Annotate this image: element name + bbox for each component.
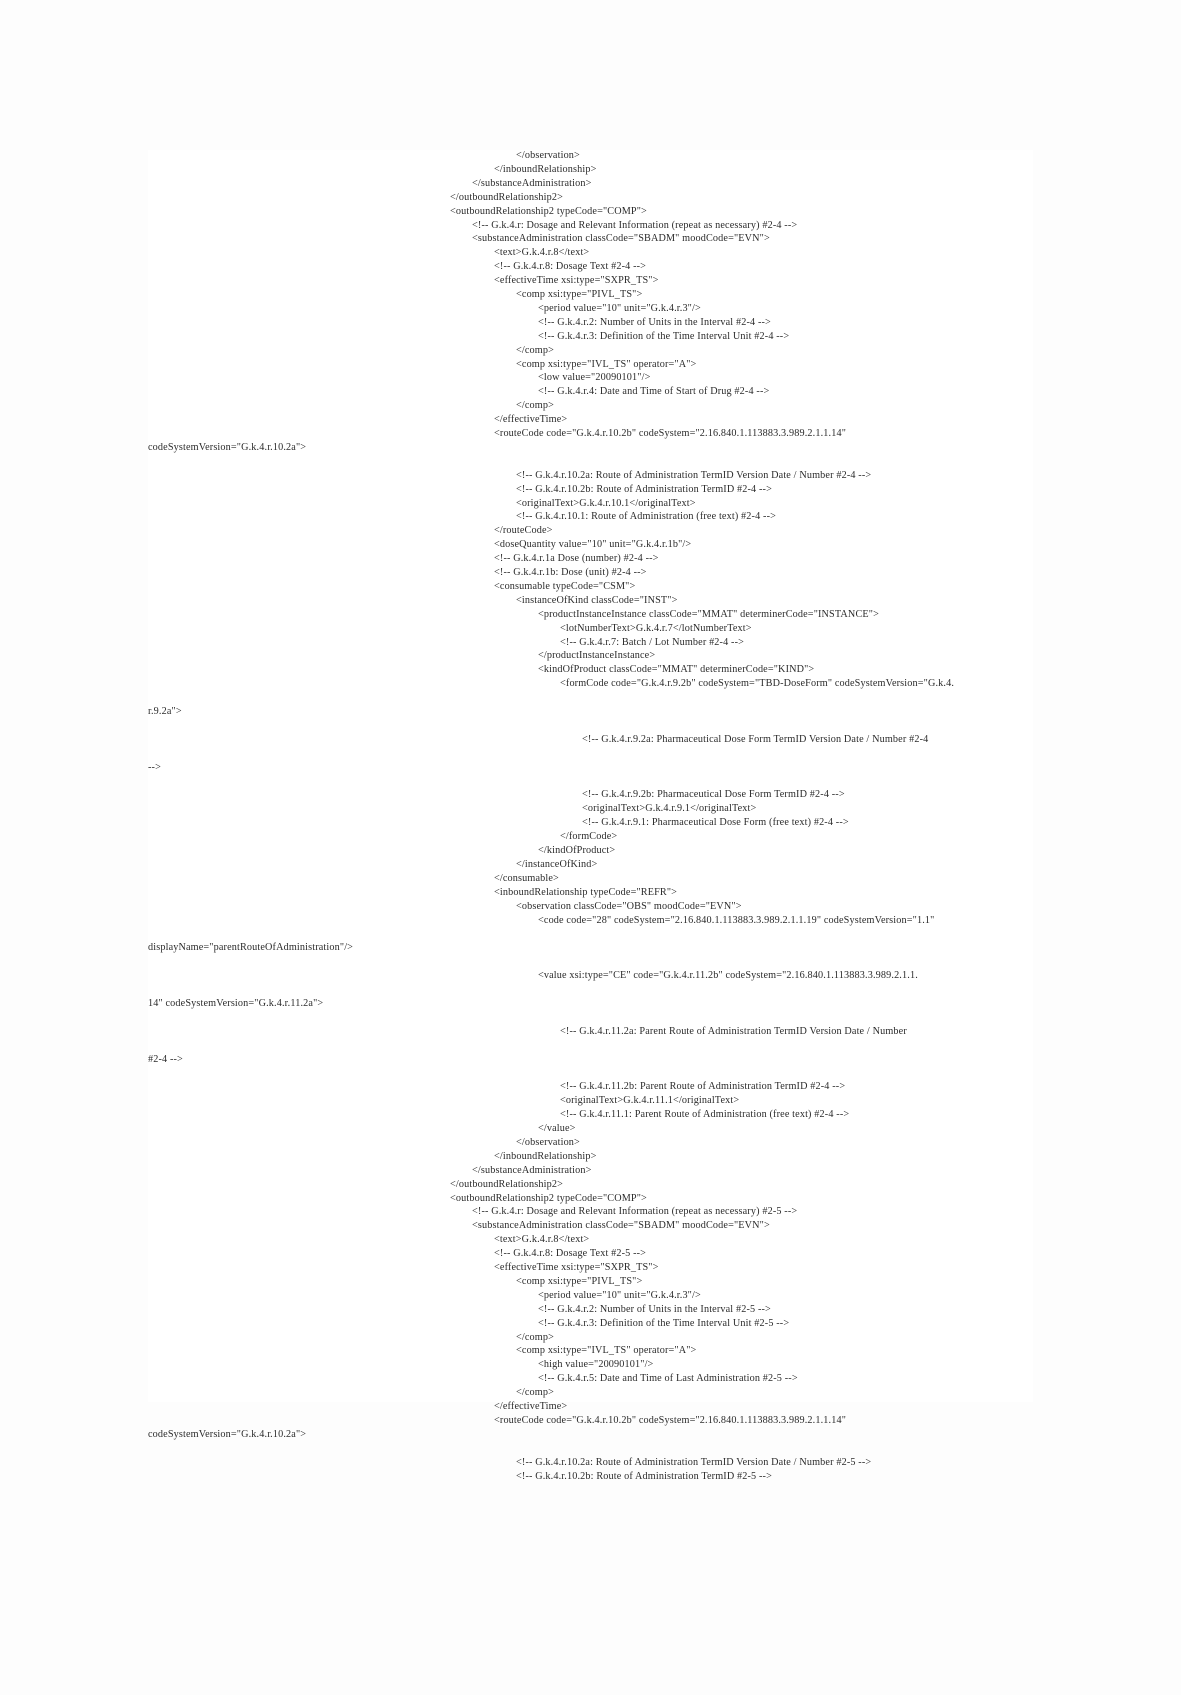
code-line: </consumable> bbox=[494, 873, 559, 884]
code-line: <inboundRelationship typeCode="REFR"> bbox=[494, 887, 678, 898]
code-line: <comp xsi:type="PIVL_TS"> bbox=[516, 289, 643, 300]
code-line: </kindOfProduct> bbox=[538, 845, 616, 856]
code-line: <!-- G.k.4.r.3: Definition of the Time Interval Unit #2-5 --> bbox=[538, 1318, 790, 1329]
code-line: codeSystemVersion="G.k.4.r.10.2a"> bbox=[148, 1429, 307, 1440]
code-line: <!-- G.k.4.r.9.2a: Pharmaceutical Dose Form TermID Version Date / Number #2-4 bbox=[582, 734, 929, 745]
code-line: <!-- G.k.4.r.1b: Dose (unit) #2-4 --> bbox=[494, 567, 647, 578]
code-line: <!-- G.k.4.r: Dosage and Relevant Information (repeat as necessary) #2-5 --> bbox=[472, 1206, 798, 1217]
code-line: <outboundRelationship2 typeCode="COMP"> bbox=[450, 1193, 647, 1204]
code-line: <!-- G.k.4.r.3: Definition of the Time Interval Unit #2-4 --> bbox=[538, 331, 790, 342]
code-line: </substanceAdministration> bbox=[472, 178, 592, 189]
code-line: <routeCode code="G.k.4.r.10.2b" codeSystem="2.16.840.1.113883.3.989.2.1.1.14" bbox=[494, 428, 847, 439]
code-line: <comp xsi:type="IVL_TS" operator="A"> bbox=[516, 359, 697, 370]
code-line: <!-- G.k.4.r.9.2b: Pharmaceutical Dose Form TermID #2-4 --> bbox=[582, 789, 845, 800]
code-line: <routeCode code="G.k.4.r.10.2b" codeSystem="2.16.840.1.113883.3.989.2.1.1.14" bbox=[494, 1415, 847, 1426]
code-line: 14" codeSystemVersion="G.k.4.r.11.2a"> bbox=[148, 998, 324, 1009]
code-line: <period value="10" unit="G.k.4.r.3"/> bbox=[538, 303, 701, 314]
code-line: </outboundRelationship2> bbox=[450, 1179, 564, 1190]
code-line: </productInstanceInstance> bbox=[538, 650, 656, 661]
code-line: </effectiveTime> bbox=[494, 414, 568, 425]
code-line: <!-- G.k.4.r.11.2a: Parent Route of Administration TermID Version Date / Number bbox=[560, 1026, 907, 1037]
code-line: </routeCode> bbox=[494, 525, 553, 536]
code-line: <!-- G.k.4.r.8: Dosage Text #2-5 --> bbox=[494, 1248, 647, 1259]
code-line: <substanceAdministration classCode="SBADM" moodCode="EVN"> bbox=[472, 233, 770, 244]
code-line: <!-- G.k.4.r.10.2b: Route of Administration TermID #2-5 --> bbox=[516, 1471, 772, 1482]
code-line: </effectiveTime> bbox=[494, 1401, 568, 1412]
code-line: codeSystemVersion="G.k.4.r.10.2a"> bbox=[148, 442, 307, 453]
code-line: <!-- G.k.4.r.10.2b: Route of Administration TermID #2-4 --> bbox=[516, 484, 772, 495]
code-line: <comp xsi:type="IVL_TS" operator="A"> bbox=[516, 1345, 697, 1356]
code-line: r.9.2a"> bbox=[148, 706, 182, 717]
code-line: <!-- G.k.4.r.11.2b: Parent Route of Administration TermID #2-4 --> bbox=[560, 1081, 846, 1092]
code-line: <effectiveTime xsi:type="SXPR_TS"> bbox=[494, 275, 659, 286]
code-line: <high value="20090101"/> bbox=[538, 1359, 654, 1370]
xml-code-listing bbox=[148, 150, 1033, 1482]
code-line: <observation classCode="OBS" moodCode="EVN"> bbox=[516, 901, 742, 912]
code-line: </inboundRelationship> bbox=[494, 1151, 597, 1162]
code-line: </observation> bbox=[516, 150, 580, 161]
code-line: <text>G.k.4.r.8</text> bbox=[494, 1234, 590, 1245]
code-line: #2-4 --> bbox=[148, 1054, 183, 1065]
code-line: <comp xsi:type="PIVL_TS"> bbox=[516, 1276, 643, 1287]
code-line: <!-- G.k.4.r.11.1: Parent Route of Administration (free text) #2-4 --> bbox=[560, 1109, 850, 1120]
code-line: <!-- G.k.4.r.1a Dose (number) #2-4 --> bbox=[494, 553, 659, 564]
code-line: <originalText>G.k.4.r.10.1</originalText> bbox=[516, 498, 696, 509]
code-line: <formCode code="G.k.4.r.9.2b" codeSystem="TBD-DoseForm" codeSystemVersion="G.k.4. bbox=[560, 678, 955, 689]
code-line: <!-- G.k.4.r.10.2a: Route of Administration TermID Version Date / Number #2-5 --> bbox=[516, 1457, 872, 1468]
code-line: <value xsi:type="CE" code="G.k.4.r.11.2b" codeSystem="2.16.840.1.113883.3.989.2.1.1. bbox=[538, 970, 918, 981]
code-line: </observation> bbox=[516, 1137, 580, 1148]
code-line: <!-- G.k.4.r.10.2a: Route of Administration TermID Version Date / Number #2-4 --> bbox=[516, 470, 872, 481]
code-line: <!-- G.k.4.r.9.1: Pharmaceutical Dose Form (free text) #2-4 --> bbox=[582, 817, 849, 828]
code-line: <originalText>G.k.4.r.11.1</originalText> bbox=[560, 1095, 740, 1106]
code-line: <!-- G.k.4.r.7: Batch / Lot Number #2-4 --> bbox=[560, 637, 745, 648]
code-line: <doseQuantity value="10" unit="G.k.4.r.1b"/> bbox=[494, 539, 692, 550]
code-line: <period value="10" unit="G.k.4.r.3"/> bbox=[538, 1290, 701, 1301]
code-line: --> bbox=[148, 762, 161, 773]
code-line: </comp> bbox=[516, 1387, 555, 1398]
code-line: </comp> bbox=[516, 1332, 555, 1343]
code-line: </inboundRelationship> bbox=[494, 164, 597, 175]
code-line: <text>G.k.4.r.8</text> bbox=[494, 247, 590, 258]
code-line: <substanceAdministration classCode="SBADM" moodCode="EVN"> bbox=[472, 1220, 770, 1231]
code-line: </substanceAdministration> bbox=[472, 1165, 592, 1176]
code-line: <lotNumberText>G.k.4.r.7</lotNumberText> bbox=[560, 623, 752, 634]
code-line: <instanceOfKind classCode="INST"> bbox=[516, 595, 678, 606]
code-line: </instanceOfKind> bbox=[516, 859, 598, 870]
code-line: </comp> bbox=[516, 345, 555, 356]
code-line: </comp> bbox=[516, 400, 555, 411]
code-line: <kindOfProduct classCode="MMAT" determinerCode="KIND"> bbox=[538, 664, 815, 675]
code-line: </value> bbox=[538, 1123, 576, 1134]
code-line: <!-- G.k.4.r.2: Number of Units in the Interval #2-4 --> bbox=[538, 317, 771, 328]
code-line: <!-- G.k.4.r.2: Number of Units in the Interval #2-5 --> bbox=[538, 1304, 771, 1315]
code-line: </formCode> bbox=[560, 831, 618, 842]
code-line: <productInstanceInstance classCode="MMAT" determinerCode="INSTANCE"> bbox=[538, 609, 879, 620]
code-line: <effectiveTime xsi:type="SXPR_TS"> bbox=[494, 1262, 659, 1273]
code-line: <!-- G.k.4.r.10.1: Route of Administration (free text) #2-4 --> bbox=[516, 511, 777, 522]
code-line: <!-- G.k.4.r.8: Dosage Text #2-4 --> bbox=[494, 261, 647, 272]
code-line: <consumable typeCode="CSM"> bbox=[494, 581, 636, 592]
code-line: <code code="28" codeSystem="2.16.840.1.113883.3.989.2.1.1.19" codeSystemVersion="1.1" bbox=[538, 915, 935, 926]
code-line: <low value="20090101"/> bbox=[538, 372, 651, 383]
code-line: <originalText>G.k.4.r.9.1</originalText> bbox=[582, 803, 757, 814]
code-line: <!-- G.k.4.r.5: Date and Time of Last Administration #2-5 --> bbox=[538, 1373, 798, 1384]
code-line: <!-- G.k.4.r: Dosage and Relevant Information (repeat as necessary) #2-4 --> bbox=[472, 220, 798, 231]
code-line: <!-- G.k.4.r.4: Date and Time of Start of Drug #2-4 --> bbox=[538, 386, 770, 397]
code-line: <outboundRelationship2 typeCode="COMP"> bbox=[450, 206, 647, 217]
code-line: </outboundRelationship2> bbox=[450, 192, 564, 203]
code-line: displayName="parentRouteOfAdministration"/> bbox=[148, 942, 354, 953]
